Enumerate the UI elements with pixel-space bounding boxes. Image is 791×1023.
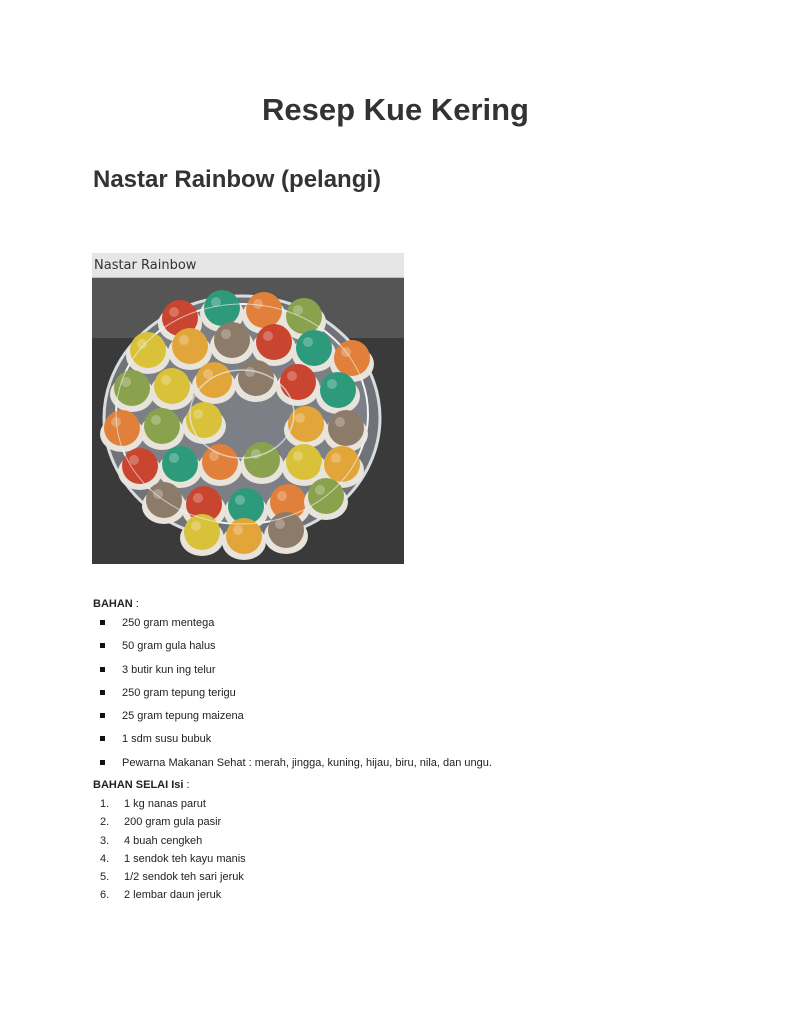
cookie xyxy=(202,444,238,480)
recipe-title: Nastar Rainbow (pelangi) xyxy=(93,166,382,193)
cookie xyxy=(184,514,220,550)
photo-caption: Nastar Rainbow xyxy=(94,258,197,273)
cookie xyxy=(286,298,322,334)
list-item: 1 sdm susu bubuk xyxy=(93,731,492,754)
cookie xyxy=(246,292,282,328)
list-item: 25 gram tepung maizena xyxy=(93,708,492,731)
cookie xyxy=(296,330,332,366)
cookie-highlight xyxy=(293,451,303,461)
cookie-highlight xyxy=(331,453,341,463)
cookie-highlight xyxy=(295,413,305,423)
cookie-highlight xyxy=(161,375,171,385)
cookie-highlight xyxy=(179,335,189,345)
cookie-highlight xyxy=(277,491,287,501)
cookie-highlight xyxy=(263,331,273,341)
cookie xyxy=(186,402,222,438)
photo-caption-bar xyxy=(92,253,404,278)
cookie-highlight xyxy=(169,453,179,463)
cookie-highlight xyxy=(235,495,245,505)
cookie xyxy=(320,372,356,408)
cookie-highlight xyxy=(253,299,263,309)
cookie-highlight xyxy=(233,525,243,535)
page-title: Resep Kue Kering xyxy=(261,92,529,127)
cookie-highlight xyxy=(153,489,163,499)
cookie-highlight xyxy=(191,521,201,531)
list-item: 6. 2 lembar daun jeruk xyxy=(100,889,222,902)
square-bullet-icon xyxy=(100,736,105,741)
cookie xyxy=(214,322,250,358)
cookie-highlight xyxy=(303,337,313,347)
cookie xyxy=(154,368,190,404)
bahan-heading: BAHAN : xyxy=(93,598,139,610)
square-bullet-icon xyxy=(100,667,105,672)
list-item: 1. 1 kg nanas parut xyxy=(100,798,206,810)
square-bullet-icon xyxy=(100,643,105,648)
cookie xyxy=(172,328,208,364)
cookie xyxy=(244,442,280,478)
cookie xyxy=(196,362,232,398)
list-item: 2. 200 gram gula pasir xyxy=(100,816,222,829)
cookie xyxy=(130,332,166,368)
list-item: 5. 1/2 sendok teh sari jeruk xyxy=(100,871,244,884)
cookie-tray-illustration xyxy=(92,278,404,564)
cookie xyxy=(280,364,316,400)
cookie xyxy=(286,444,322,480)
cookie-highlight xyxy=(193,493,203,503)
square-bullet-icon xyxy=(100,690,105,695)
cookie-highlight xyxy=(287,371,297,381)
cookie xyxy=(162,446,198,482)
cookie xyxy=(104,410,140,446)
cookie-highlight xyxy=(193,409,203,419)
square-bullet-icon xyxy=(100,620,105,625)
list-item: 50 gram gula halus xyxy=(93,638,492,661)
cookie-highlight xyxy=(275,519,285,529)
list-item: Pewarna Makanan Sehat : merah, jingga, kuning, hijau, biru, nila, dan ungu. xyxy=(93,755,492,778)
nastar-rainbow-photo xyxy=(92,253,404,564)
cookie-highlight xyxy=(221,329,231,339)
bahan-selai-heading: BAHAN SELAI Isi : xyxy=(93,779,190,791)
cookie xyxy=(328,410,364,446)
cookie-highlight xyxy=(151,415,161,425)
cookie xyxy=(238,360,274,396)
cookie-highlight xyxy=(129,455,139,465)
cookie xyxy=(256,324,292,360)
list-item: 3 butir kun ing telur xyxy=(93,662,492,685)
list-item: 250 gram tepung terigu xyxy=(93,685,492,708)
bahan-selai-list xyxy=(93,797,246,907)
cookie-highlight xyxy=(245,367,255,377)
list-item: 4. 1 sendok teh kayu manis xyxy=(100,852,246,865)
square-bullet-icon xyxy=(100,713,105,718)
cookie-highlight xyxy=(315,485,325,495)
cookie-highlight xyxy=(169,307,179,317)
square-bullet-icon xyxy=(100,760,105,765)
cookie-highlight xyxy=(335,417,345,427)
cookie xyxy=(334,340,370,376)
cookie xyxy=(144,408,180,444)
list-item: 3. 4 buah cengkeh xyxy=(100,834,203,847)
bahan-list xyxy=(93,615,492,778)
cookie-highlight xyxy=(327,379,337,389)
list-item: 250 gram mentega xyxy=(93,615,492,638)
